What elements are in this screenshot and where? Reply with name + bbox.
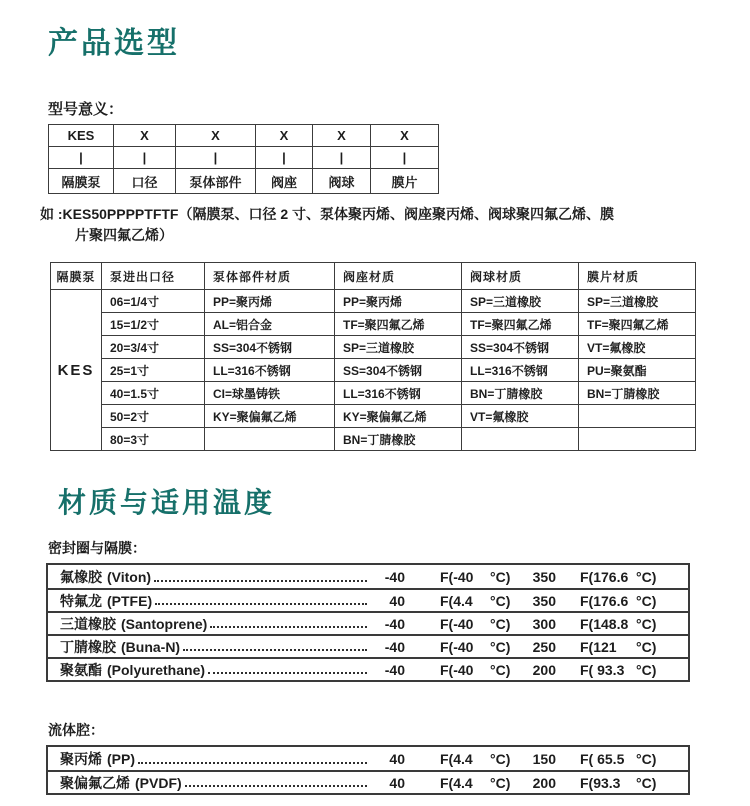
- material-name: 氟橡胶: [60, 568, 102, 585]
- min-temp-unit: °C): [490, 568, 511, 585]
- column-header: 阀球材质: [462, 263, 579, 290]
- model-meaning-row: [49, 125, 439, 147]
- column-header: 泵体部件材质: [205, 263, 335, 290]
- min-temp-unit: °C): [490, 750, 511, 767]
- model-cell: X: [114, 125, 176, 147]
- model-cell: |: [176, 147, 256, 169]
- table-row: [51, 290, 696, 313]
- max-temp-unit: °C): [636, 615, 657, 632]
- dot-leader: [138, 762, 367, 764]
- table-cell: 80=3寸: [102, 428, 205, 451]
- min-temp-value: 40: [389, 750, 405, 767]
- table-cell: PP=聚丙烯: [335, 290, 462, 313]
- min-temp-value: -40: [384, 615, 405, 632]
- min-temp-fahrenheit: F(-40: [440, 661, 474, 678]
- temp-row: [48, 657, 688, 680]
- max-temp-fahrenheit: F(176.6: [580, 592, 629, 609]
- material-name-en: (PTFE): [107, 592, 153, 609]
- material-name-en: (Santoprene): [121, 615, 208, 632]
- min-temp-value: -40: [384, 568, 405, 585]
- selection-header-row: [51, 263, 696, 290]
- dot-leader: [154, 580, 367, 582]
- table-cell: TF=聚四氟乙烯: [335, 313, 462, 336]
- material-name: 特氟龙: [60, 592, 102, 609]
- min-temp-fahrenheit: F(-40: [440, 615, 474, 632]
- series-label-cell: KES: [51, 290, 102, 451]
- table-cell: SS=304不锈钢: [462, 336, 579, 359]
- table-cell: SS=304不锈钢: [205, 336, 335, 359]
- table-cell: KY=聚偏氟乙烯: [205, 405, 335, 428]
- max-temp-value: 350: [532, 592, 556, 609]
- material-name-en: (Polyurethane): [107, 661, 206, 678]
- table-row: [51, 336, 696, 359]
- table-cell: PU=聚氨酯: [579, 359, 696, 382]
- table-cell: BN=丁腈橡胶: [462, 382, 579, 405]
- temp-row: [48, 770, 688, 793]
- table-cell: LL=316不锈钢: [462, 359, 579, 382]
- model-cell: |: [49, 147, 114, 169]
- table-cell: CI=球墨铸铁: [205, 382, 335, 405]
- max-temp-fahrenheit: F(148.8: [580, 615, 629, 632]
- model-cell: 阀座: [256, 169, 313, 194]
- max-temp-value: 150: [532, 750, 556, 767]
- column-header: 阀座材质: [335, 263, 462, 290]
- min-temp-value: 40: [389, 592, 405, 609]
- column-header: 泵进出口径: [102, 263, 205, 290]
- table-row: [51, 382, 696, 405]
- table-cell: 06=1/4寸: [102, 290, 205, 313]
- table-cell: KY=聚偏氟乙烯: [335, 405, 462, 428]
- model-cell: X: [176, 125, 256, 147]
- min-temp-value: -40: [384, 638, 405, 655]
- model-meaning-row: [49, 169, 439, 194]
- max-temp-value: 350: [532, 568, 556, 585]
- max-temp-fahrenheit: F( 65.5: [580, 750, 625, 767]
- table-cell: BN=丁腈橡胶: [335, 428, 462, 451]
- table-cell: 50=2寸: [102, 405, 205, 428]
- corner-header-cell: 隔膜泵: [51, 263, 102, 290]
- fluid-temp-table: [46, 745, 690, 795]
- dot-leader: [155, 603, 367, 605]
- min-temp-unit: °C): [490, 638, 511, 655]
- material-name-en: (Buna-N): [121, 638, 181, 655]
- selection-table: [50, 262, 696, 451]
- table-cell: [462, 428, 579, 451]
- max-temp-fahrenheit: F(176.6: [580, 568, 629, 585]
- table-row: [51, 428, 696, 451]
- example-line-1: 如 :KES50PPPPTFTF（隔膜泵、口径 2 寸、泵体聚丙烯、阀座聚丙烯、阀球聚四氟乙烯、膜: [40, 206, 615, 222]
- max-temp-fahrenheit: F( 93.3: [580, 661, 625, 678]
- table-cell: VT=氟橡胶: [462, 405, 579, 428]
- min-temp-fahrenheit: F(4.4: [440, 592, 473, 609]
- table-cell: SP=三道橡胶: [462, 290, 579, 313]
- min-temp-fahrenheit: F(-40: [440, 638, 474, 655]
- table-cell: 20=3/4寸: [102, 336, 205, 359]
- max-temp-value: 250: [532, 638, 556, 655]
- material-name-en: (Viton): [107, 568, 152, 585]
- min-temp-fahrenheit: F(-40: [440, 568, 474, 585]
- table-row: [51, 359, 696, 382]
- table-cell: VT=氟橡胶: [579, 336, 696, 359]
- model-cell: |: [313, 147, 371, 169]
- temp-row: [48, 634, 688, 657]
- max-temp-unit: °C): [636, 661, 657, 678]
- table-cell: [579, 405, 696, 428]
- material-name: 三道橡胶: [60, 615, 116, 632]
- material-name: 聚氨酯: [60, 661, 102, 678]
- table-cell: TF=聚四氟乙烯: [462, 313, 579, 336]
- example-line-2: 片聚四氟乙烯）: [75, 227, 173, 243]
- table-cell: SP=三道橡胶: [579, 290, 696, 313]
- material-name: 聚丙烯: [60, 750, 102, 767]
- fluid-chamber-label: 流体腔：: [48, 722, 104, 738]
- min-temp-unit: °C): [490, 774, 511, 791]
- max-temp-fahrenheit: F(121: [580, 638, 617, 655]
- temp-row: [48, 565, 688, 588]
- seal-diaphragm-label: 密封圈与隔膜：: [48, 540, 146, 556]
- model-meaning-table: [48, 124, 439, 194]
- dot-leader: [210, 626, 367, 628]
- max-temp-value: 300: [532, 615, 556, 632]
- example-paragraph: [40, 204, 750, 246]
- model-cell: 阀球: [313, 169, 371, 194]
- min-temp-fahrenheit: F(4.4: [440, 774, 473, 791]
- table-cell: BN=丁腈橡胶: [579, 382, 696, 405]
- seal-temp-table: [46, 563, 690, 682]
- max-temp-unit: °C): [636, 638, 657, 655]
- dot-leader: [183, 649, 367, 651]
- table-cell: AL=铝合金: [205, 313, 335, 336]
- model-cell: KES: [49, 125, 114, 147]
- temp-row: [48, 747, 688, 770]
- dot-leader: [185, 785, 367, 787]
- table-cell: SS=304不锈钢: [335, 359, 462, 382]
- page-title: 产品选型: [48, 27, 180, 60]
- table-cell: [205, 428, 335, 451]
- max-temp-fahrenheit: F(93.3: [580, 774, 621, 791]
- model-cell: X: [371, 125, 439, 147]
- table-cell: LL=316不锈钢: [205, 359, 335, 382]
- min-temp-unit: °C): [490, 661, 511, 678]
- model-meaning-label: 型号意义：: [48, 101, 124, 118]
- table-cell: [579, 428, 696, 451]
- section-title-materials: 材质与适用温度: [58, 487, 276, 518]
- model-cell: |: [114, 147, 176, 169]
- model-cell: 隔膜泵: [49, 169, 114, 194]
- table-row: [51, 405, 696, 428]
- table-cell: PP=聚丙烯: [205, 290, 335, 313]
- table-cell: TF=聚四氟乙烯: [579, 313, 696, 336]
- table-cell: SP=三道橡胶: [335, 336, 462, 359]
- column-header: 膜片材质: [579, 263, 696, 290]
- table-cell: 25=1寸: [102, 359, 205, 382]
- table-row: [51, 313, 696, 336]
- max-temp-unit: °C): [636, 568, 657, 585]
- min-temp-unit: °C): [490, 592, 511, 609]
- min-temp-unit: °C): [490, 615, 511, 632]
- material-name: 聚偏氟乙烯: [60, 774, 130, 791]
- max-temp-value: 200: [532, 774, 556, 791]
- max-temp-value: 200: [532, 661, 556, 678]
- min-temp-fahrenheit: F(4.4: [440, 750, 473, 767]
- model-cell: X: [256, 125, 313, 147]
- table-cell: 40=1.5寸: [102, 382, 205, 405]
- min-temp-value: -40: [384, 661, 405, 678]
- model-cell: 口径: [114, 169, 176, 194]
- model-cell: 泵体部件: [176, 169, 256, 194]
- max-temp-unit: °C): [636, 774, 657, 791]
- model-cell: |: [256, 147, 313, 169]
- table-cell: 15=1/2寸: [102, 313, 205, 336]
- model-cell: 膜片: [371, 169, 439, 194]
- model-meaning-row: [49, 147, 439, 169]
- material-name: 丁腈橡胶: [60, 638, 116, 655]
- temp-row: [48, 588, 688, 611]
- temp-row: [48, 611, 688, 634]
- table-cell: LL=316不锈钢: [335, 382, 462, 405]
- material-name-en: (PP): [107, 750, 135, 767]
- min-temp-value: 40: [389, 774, 405, 791]
- model-cell: X: [313, 125, 371, 147]
- model-cell: |: [371, 147, 439, 169]
- max-temp-unit: °C): [636, 592, 657, 609]
- dot-leader: [208, 672, 367, 674]
- max-temp-unit: °C): [636, 750, 657, 767]
- material-name-en: (PVDF): [135, 774, 182, 791]
